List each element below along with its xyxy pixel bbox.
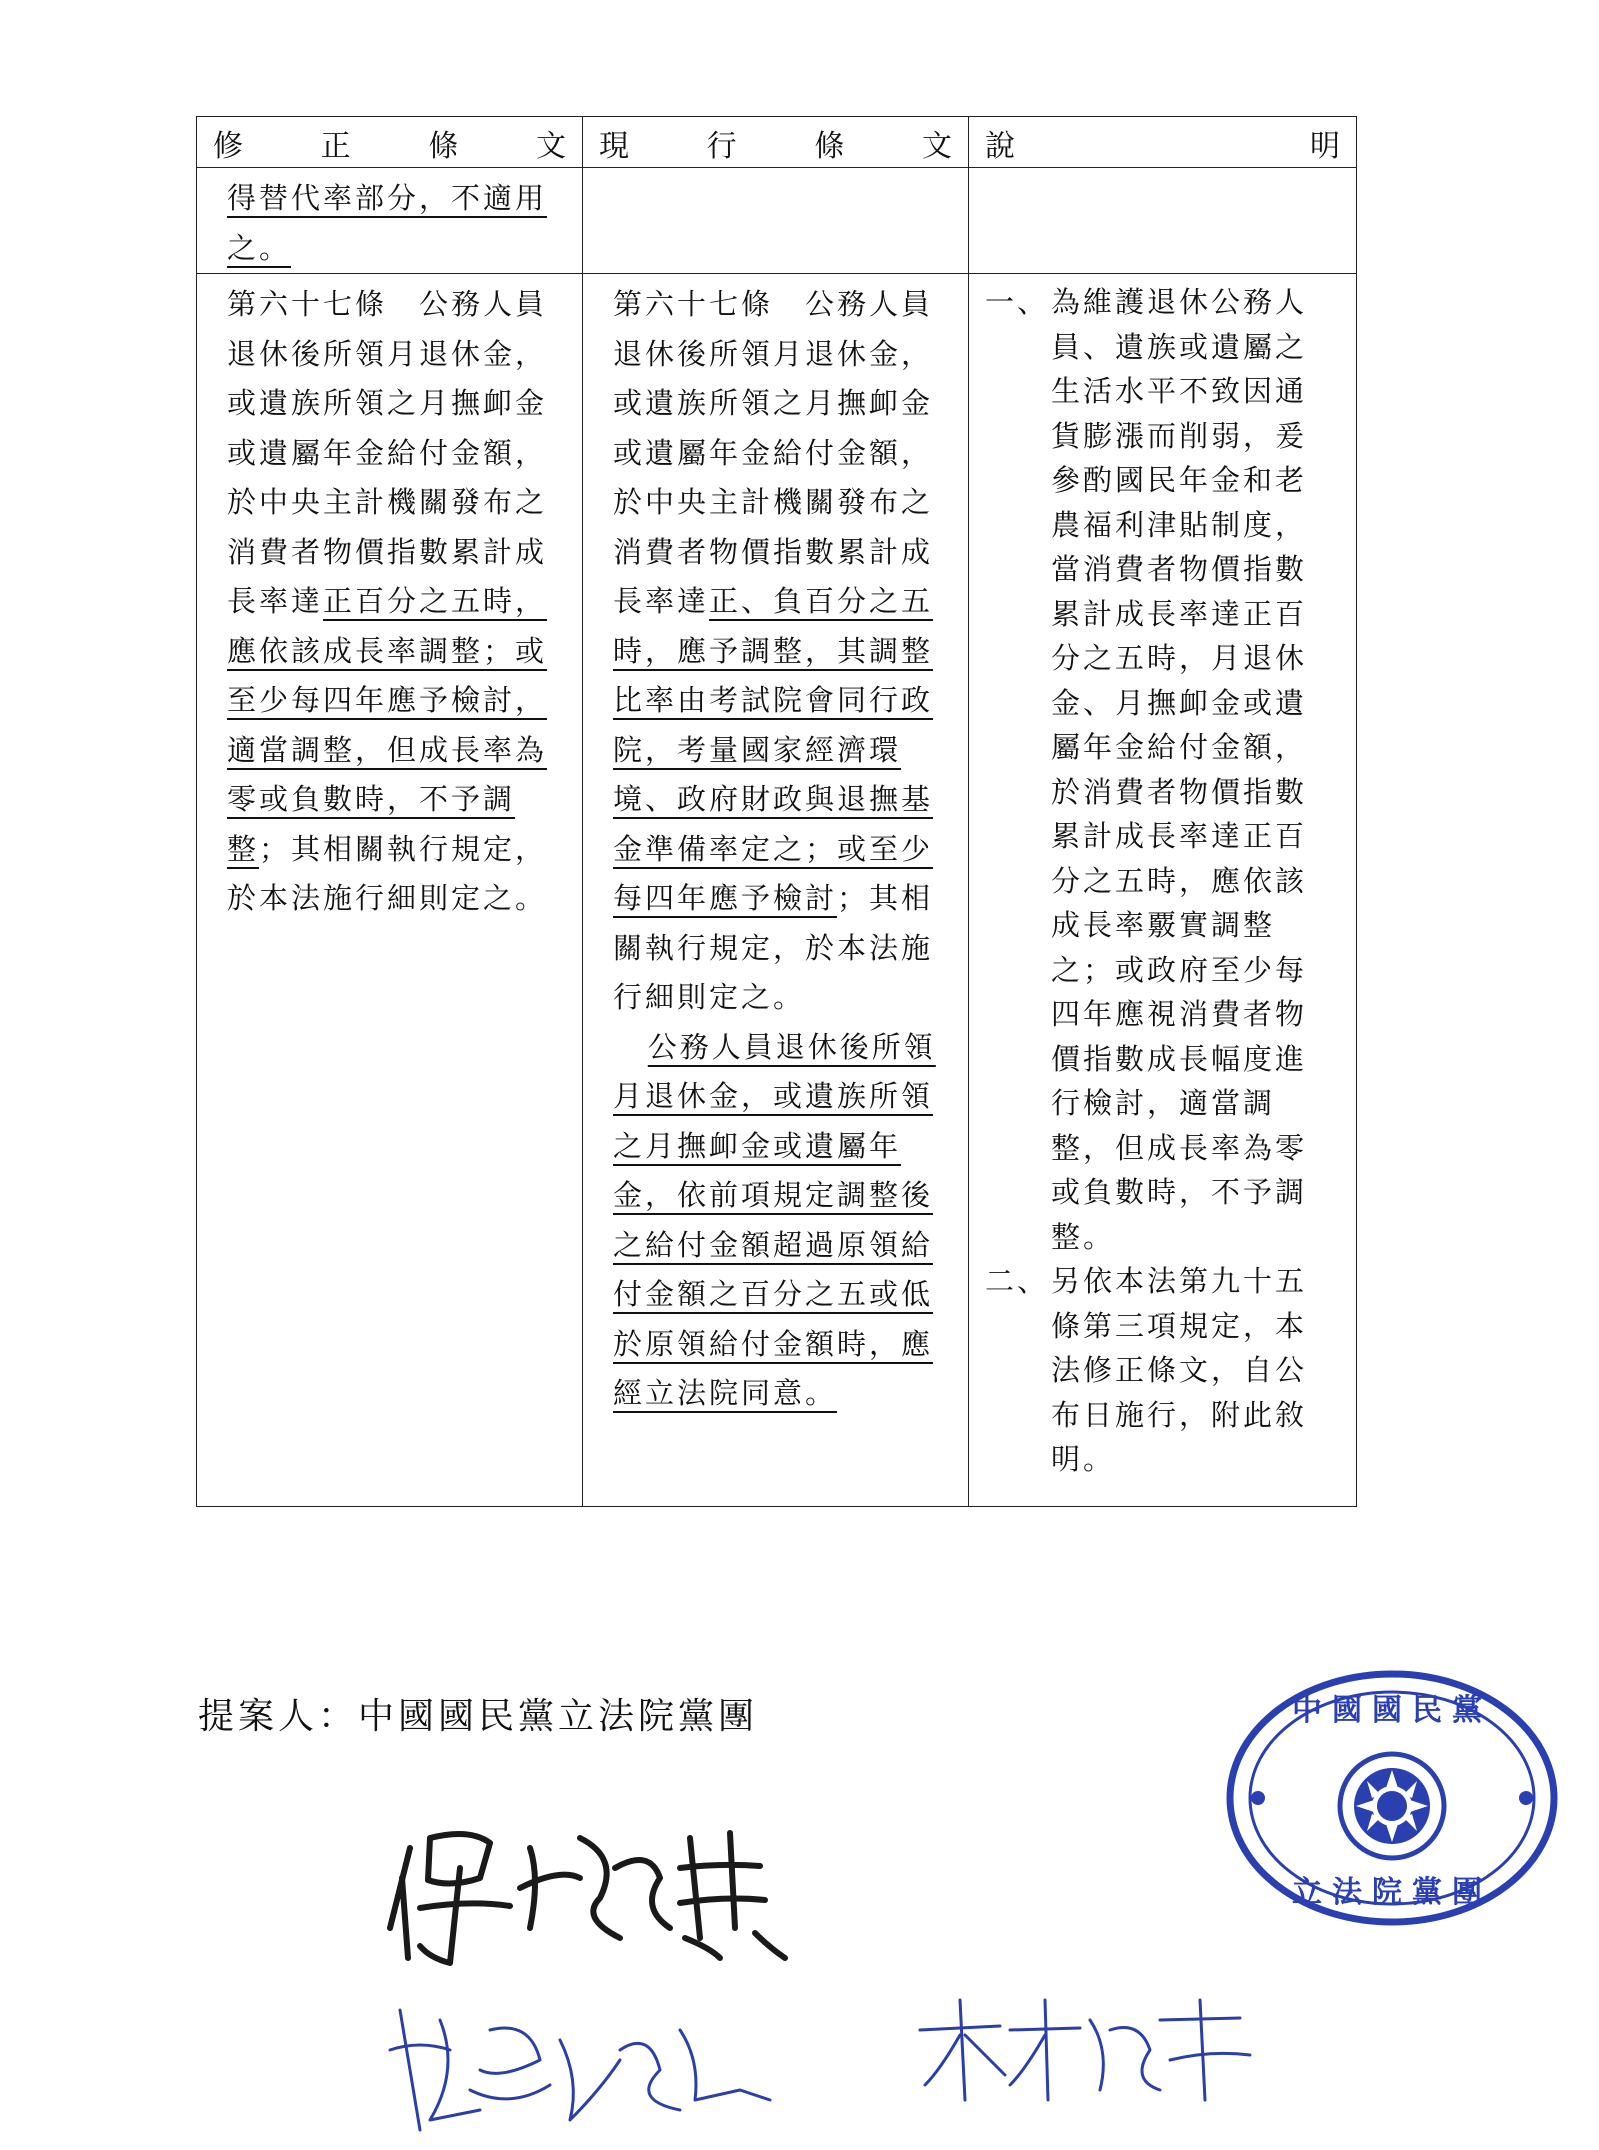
- seal-top-text: 中國國民黨: [1292, 1693, 1492, 1728]
- proposer-line: 提案人：中國國民黨立法院黨團: [198, 1696, 759, 1737]
- seal-bottom-text: 立法院黨團: [1292, 1875, 1492, 1910]
- header-amended: 修 正 條 文: [197, 117, 583, 168]
- table-row: [197, 274, 1357, 1507]
- amended-continued-text: 得替代率部分，不適用之。: [227, 181, 548, 265]
- kmt-emblem-icon: [1340, 1754, 1444, 1858]
- signature-blue-right: [910, 1990, 1270, 2110]
- current-cell-empty: [583, 168, 969, 274]
- current-article-67-cell: [583, 274, 969, 1507]
- amended-article-67-cell: [197, 274, 583, 1507]
- amended-cell-continued: [197, 168, 583, 274]
- amendment-comparison-table: [196, 116, 1357, 1507]
- explanation-cell: [969, 274, 1357, 1507]
- signature-black: [380, 1808, 800, 1968]
- explanation-item-1: 一、 為維護退休公務人員、遺族或遺屬之生活水平不致因通貨膨漲而削弱，爰參酌國民年金和老農福利津貼制度，當消費者物價指數累計成長率達正百分之五時，月退休金、月撫卹金或遺屬年金給付金額，於消費者物價指數累計成長率達正百分之五時，應依該成長率覈實調整之；或政府至少每四年應視消費者物價指數成長幅度進行檢討，適當調整，但成長率為零或負數時，不予調整。: [985, 285, 1308, 1254]
- current-article-67: 第六十七條 公務人員退休後所領月退休金，或遺族所領之月撫卹金或遺屬年金給付金額，於中央主計機關發布之消費者物價指數累計成長率達正、負百分之五時，應予調整，其調整比率由考試院會同行政院，考量國家經濟環境、政府財政與退撫基金準備率定之；或至少每四年應予檢討；其相關執行規定，於本法施行細則定之。: [613, 287, 934, 1014]
- party-seal: [1222, 1666, 1562, 1930]
- table-header-row: [197, 117, 1357, 168]
- explanation-cell-empty: [969, 168, 1357, 274]
- explanation-item-2: 二、 另依本法第九十五條第三項規定，本法修正條文，自公布日施行，附此敘明。: [985, 1264, 1308, 1476]
- current-article-67-paragraph-2: 公務人員退休後所領月退休金，或遺族所領之月撫卹金或遺屬年金，依前項規定調整後之給付金額超過原領給付金額之百分之五或低於原領給付金額時，應經立法院同意。: [613, 1029, 936, 1410]
- amended-article-67: 第六十七條 公務人員退休後所領月退休金，或遺族所領之月撫卹金或遺屬年金給付金額，於中央主計機關發布之消費者物價指數累計成長率達正百分之五時，應依該成長率調整；或至少每四年應予檢討，適當調整，但成長率為零或負數時，不予調整；其相關執行規定，於本法施行細則定之。: [227, 287, 548, 915]
- table-row: [197, 168, 1357, 274]
- header-current: 現 行 條 文: [583, 117, 969, 168]
- header-explanation: 說 明: [969, 117, 1357, 168]
- signature-blue-left: [380, 1990, 780, 2140]
